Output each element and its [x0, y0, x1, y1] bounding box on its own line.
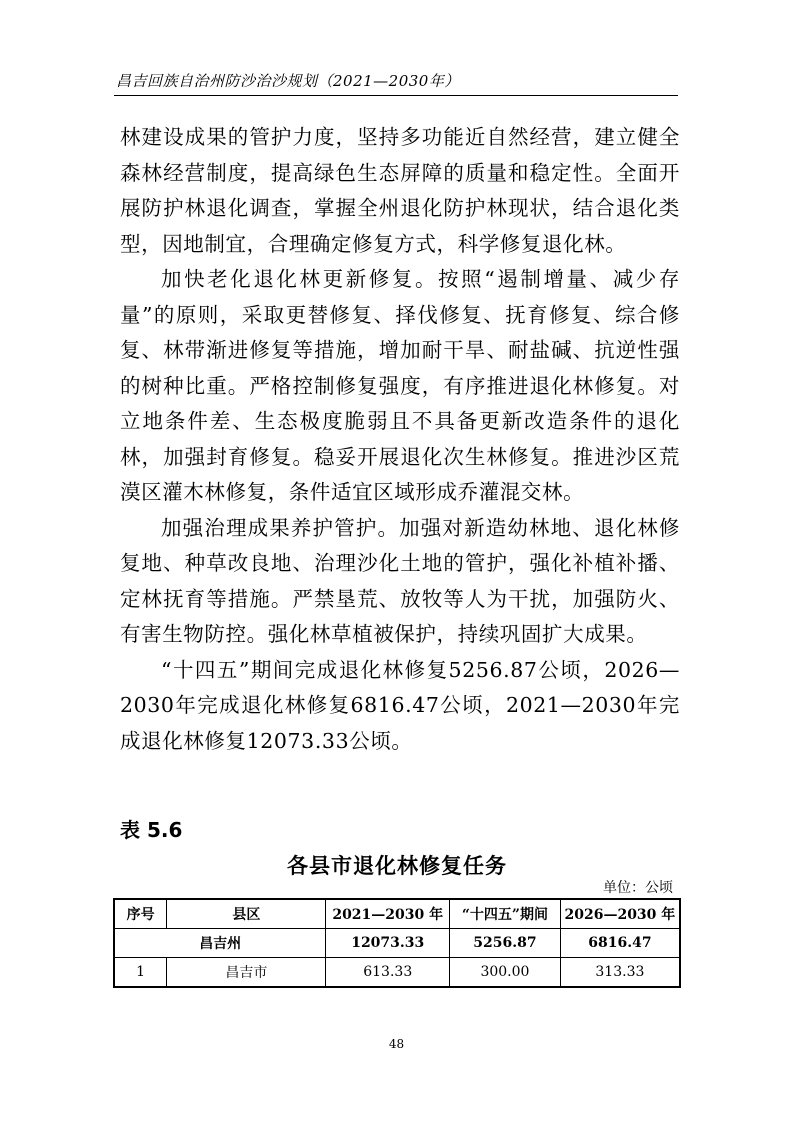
paragraph-renewal: 加快老化退化林更新修复。按照“遏制增量、减少存量”的原则，采取更替修复、择伐修复、抚育修复、综合修复、林带渐进修复等措施，增加耐干旱、耐盐碱、抗逆性强的树种比重。严格控制修复强度，有序推进退化林修复。对立地条件差、生态极度脆弱且不具备更新改造条件的退化林，加强封育修复。稳妥开展退化次生林修复。推进沙区荒漠区灌木林修复，条件适宜区域形成乔灌混交林。	[120, 267, 680, 504]
table-header-row	[114, 899, 680, 929]
table-label: 表 5.6	[120, 818, 183, 842]
row-index: 1	[114, 958, 167, 988]
body-text	[120, 120, 680, 759]
total-14th-fyp: 5256.87	[450, 929, 561, 958]
paragraph-maintenance: 加强治理成果养护管护。加强对新造幼林地、退化林修复地、种草改良地、治理沙化土地的管护，强化补植补播、定林抚育等措施。严禁垦荒、放牧等人为干扰，加强防火、有害生物防控。强化林草植被保护，持续巩固扩大成果。	[120, 515, 680, 646]
table-total-row	[114, 929, 680, 958]
row-2021-2030: 613.33	[326, 958, 450, 988]
total-2026-2030: 6816.47	[560, 929, 680, 958]
header-rule	[114, 95, 678, 96]
restoration-task-table	[113, 898, 681, 988]
header-14th-fyp: “十四五”期间	[450, 899, 561, 929]
header-index: 序号	[114, 899, 167, 929]
row-14th-fyp: 300.00	[450, 958, 561, 988]
running-header: 昌吉回族自治州防沙治沙规划（2021—2030年）	[116, 72, 460, 90]
table-unit: 单位：公顷	[603, 880, 673, 896]
row-2026-2030: 313.33	[560, 958, 680, 988]
table-row	[114, 958, 680, 988]
row-county: 昌吉市	[167, 958, 326, 988]
total-2021-2030: 12073.33	[326, 929, 450, 958]
paragraph-targets: “十四五”期间完成退化林修复5256.87公顷，2026—2030年完成退化林修复6816.47公顷，2021—2030年完成退化林修复12073.33公顷。	[120, 657, 680, 753]
paragraph-continued: 林建设成果的管护力度，坚持多功能近自然经营，建立健全森林经营制度，提高绿色生态屏障的质量和稳定性。全面开展防护林退化调查，掌握全州退化防护林现状，结合退化类型，因地制宜，合理确定修复方式，科学修复退化林。	[120, 125, 680, 256]
header-county: 县区	[167, 899, 326, 929]
table-title: 各县市退化林修复任务	[287, 854, 507, 878]
header-2021-2030: 2021—2030 年	[326, 899, 450, 929]
total-name: 昌吉州	[114, 929, 326, 958]
header-2026-2030: 2026—2030 年	[560, 899, 680, 929]
page-number: 48	[388, 1037, 405, 1051]
